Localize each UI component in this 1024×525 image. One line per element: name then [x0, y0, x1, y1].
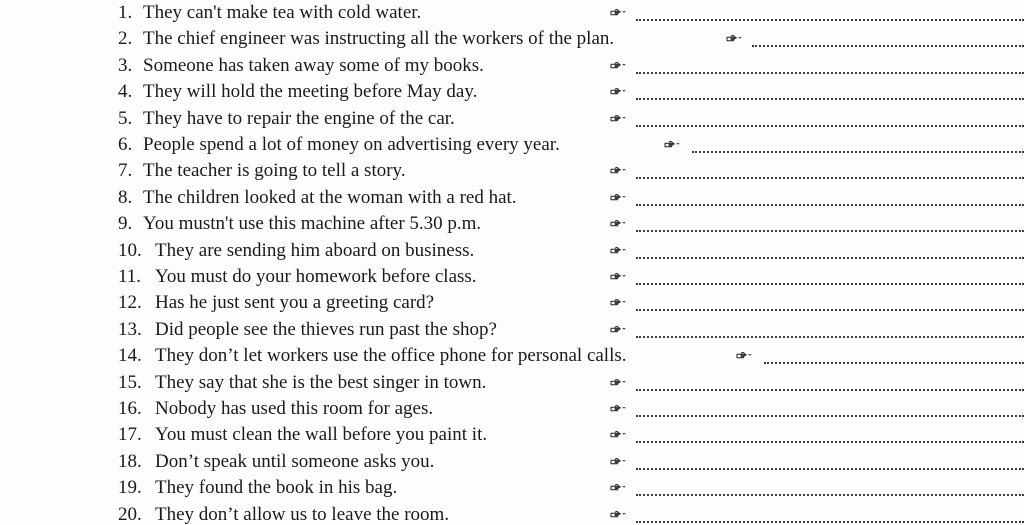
item-sentence: Did people see the thieves run past the shop?: [155, 318, 497, 340]
item-number: 10.: [118, 239, 142, 261]
item-sentence: People spend a lot of money on advertising every year.: [143, 134, 560, 155]
item-number: 20.: [118, 503, 142, 525]
answer-line[interactable]: [692, 151, 1024, 153]
answer-line[interactable]: [636, 521, 1024, 523]
exercise-item: [0, 158, 1024, 184]
item-number: 8.: [118, 186, 133, 208]
answer-line[interactable]: [636, 336, 1024, 338]
exercise-item: [0, 79, 1024, 105]
item-sentence: They can't make tea with cold water.: [143, 2, 422, 23]
item-sentence: Nobody has used this room for ages.: [155, 398, 434, 419]
item-sentence: They don’t allow us to leave the room.: [155, 503, 450, 525]
exercise-item: [0, 370, 1024, 396]
item-number: 15.: [118, 371, 142, 393]
answer-line[interactable]: [636, 72, 1024, 74]
item-sentence: They don’t let workers use the office phone for personal calls.: [155, 345, 627, 367]
item-number: 9.: [118, 213, 133, 235]
exercise-item: [0, 185, 1024, 211]
answer-line[interactable]: [636, 389, 1024, 391]
answer-line[interactable]: [636, 283, 1024, 285]
item-number: 7.: [118, 160, 133, 182]
item-sentence: Don’t speak until someone asks you.: [155, 450, 435, 472]
item-sentence: Has he just sent you a greeting card?: [155, 292, 435, 314]
item-number: 6.: [118, 134, 133, 155]
item-number: 1.: [118, 2, 133, 23]
exercise-item: [0, 422, 1024, 448]
answer-line[interactable]: [636, 468, 1024, 470]
item-sentence: They will hold the meeting before May day.: [143, 81, 478, 103]
item-sentence: You mustn't use this machine after 5.30 p.m.: [143, 213, 482, 235]
exercise-item: [0, 343, 1024, 369]
answer-line[interactable]: [636, 177, 1024, 179]
item-sentence: The children looked at the woman with a red hat.: [143, 186, 517, 208]
answer-line[interactable]: [636, 257, 1024, 259]
item-number: 2.: [118, 28, 133, 50]
item-number: 18.: [118, 450, 142, 472]
item-sentence: The chief engineer was instructing all the workers of the plan.: [143, 28, 615, 50]
answer-line[interactable]: [636, 204, 1024, 206]
item-sentence: They have to repair the engine of the car.: [143, 107, 455, 129]
exercise-item: [0, 238, 1024, 264]
item-sentence: They say that she is the best singer in town.: [155, 371, 487, 393]
exercise-item: [0, 53, 1024, 79]
item-number: 19.: [118, 477, 142, 499]
answer-line[interactable]: [636, 230, 1024, 232]
exercise-item: [0, 475, 1024, 501]
item-number: 13.: [118, 318, 142, 340]
exercise-item: [0, 396, 1024, 422]
item-sentence: You must clean the wall before you paint it.: [155, 424, 488, 446]
exercise-item: [0, 0, 1024, 26]
item-number: 11.: [118, 266, 142, 287]
item-number: 16.: [118, 398, 142, 419]
exercise-item: [0, 132, 1024, 158]
exercise-item: [0, 211, 1024, 237]
exercise-item: [0, 26, 1024, 52]
item-sentence: The teacher is going to tell a story.: [143, 160, 406, 182]
item-sentence: Someone has taken away some of my books.: [143, 54, 484, 76]
exercise-item: [0, 290, 1024, 316]
item-number: 17.: [118, 424, 142, 446]
answer-line[interactable]: [752, 45, 1024, 47]
item-sentence: They are sending him aboard on business.: [155, 239, 475, 261]
exercise-item: [0, 317, 1024, 343]
answer-line[interactable]: [764, 362, 1024, 364]
item-number: 3.: [118, 54, 133, 76]
item-sentence: They found the book in his bag.: [155, 477, 398, 499]
item-number: 12.: [118, 292, 142, 314]
answer-line[interactable]: [636, 415, 1024, 417]
answer-line[interactable]: [636, 98, 1024, 100]
exercise-item: [0, 502, 1024, 525]
item-number: 5.: [118, 107, 133, 129]
item-number: 4.: [118, 81, 133, 103]
exercise-item: [0, 449, 1024, 475]
answer-line[interactable]: [636, 19, 1024, 21]
exercise-item: [0, 106, 1024, 132]
exercise-item: [0, 264, 1024, 290]
answer-line[interactable]: [636, 441, 1024, 443]
answer-line[interactable]: [636, 309, 1024, 311]
answer-line[interactable]: [636, 125, 1024, 127]
item-sentence: You must do your homework before class.: [155, 266, 477, 287]
item-number: 14.: [118, 345, 142, 367]
answer-line[interactable]: [636, 494, 1024, 496]
